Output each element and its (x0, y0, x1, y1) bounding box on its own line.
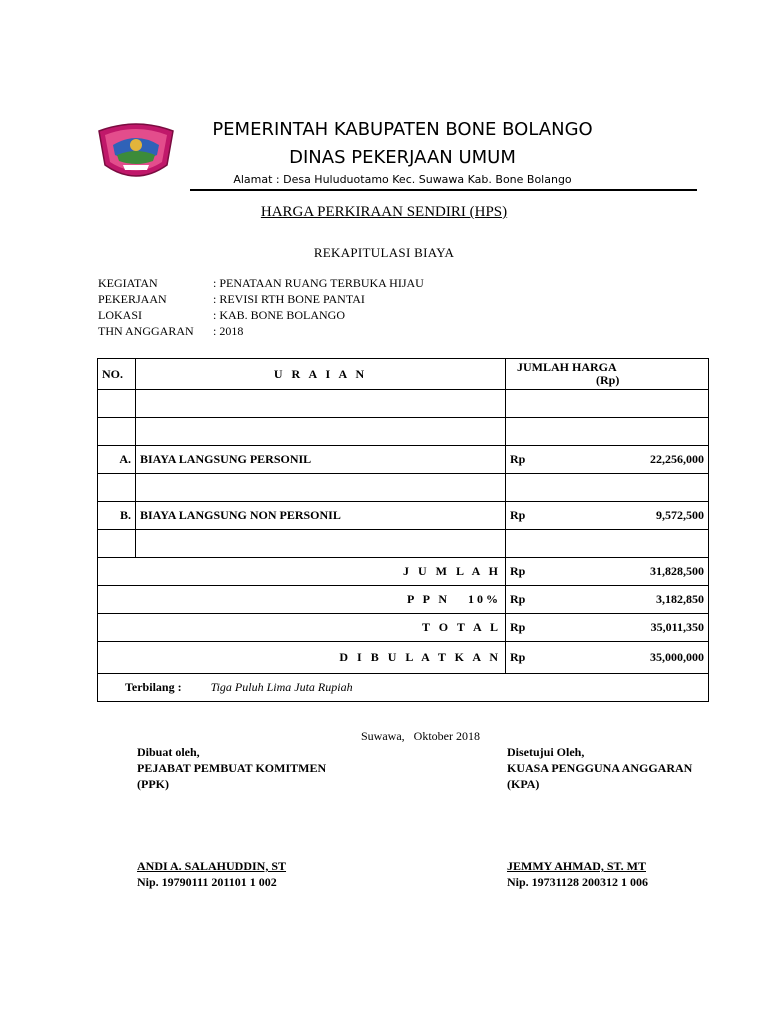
document-title: HARGA PERKIRAAN SENDIRI (HPS) (260, 204, 508, 220)
item-no: A. (98, 446, 136, 474)
table-header-row (98, 359, 709, 390)
total-row-jumlah (98, 558, 709, 586)
total-row-ppn (98, 586, 709, 614)
header-uraian: U R A I A N (136, 359, 506, 390)
info-row-tahun (98, 323, 424, 339)
left-sig-line1: Dibuat oleh, (137, 745, 200, 759)
left-sig-line2: PEJABAT PEMBUAT KOMITMEN (137, 761, 327, 775)
header-jumlah-label: JUMLAH HARGA (517, 360, 617, 374)
item-description: BIAYA LANGSUNG NON PERSONIL (136, 502, 506, 530)
total-row-total (98, 614, 709, 642)
right-sig-line1: Disetujui Oleh, (507, 745, 585, 759)
info-label: KEGIATAN (98, 276, 158, 290)
total-currency: Rp (506, 642, 530, 674)
header-no: NO. (98, 359, 136, 390)
left-signature-block (137, 744, 326, 792)
info-label: LOKASI (98, 308, 142, 322)
info-value: : REVISI RTH BONE PANTAI (213, 292, 365, 306)
header-jumlah-unit: (Rp) (596, 373, 620, 387)
table-row-empty (98, 474, 709, 502)
table-row-empty (98, 390, 709, 418)
info-row-pekerjaan (98, 291, 424, 307)
total-currency: Rp (506, 586, 530, 614)
total-value: 3,182,850 (529, 586, 708, 614)
total-value: 35,011,350 (529, 614, 708, 642)
date-line: Suwawa, Oktober 2018 (361, 729, 480, 743)
item-no: B. (98, 502, 136, 530)
right-signatory (507, 858, 648, 890)
total-label: D I B U L A T K A N (98, 642, 506, 674)
letterhead-rule (190, 189, 697, 191)
info-row-lokasi (98, 307, 424, 323)
recap-table (97, 358, 709, 702)
table-row-empty (98, 530, 709, 558)
item-currency: Rp (506, 446, 530, 474)
total-value: 35,000,000 (529, 642, 708, 674)
left-sig-line3: (PPK) (137, 777, 169, 791)
info-value: : KAB. BONE BOLANGO (213, 308, 345, 322)
total-label: J U M L A H (98, 558, 506, 586)
left-signatory-name: ANDI A. SALAHUDDIN, ST (137, 859, 287, 873)
info-label: THN ANGGARAN (98, 324, 194, 338)
total-label: P P N 10% (98, 586, 506, 614)
right-sig-line2: KUASA PENGGUNA ANGGARAN (507, 761, 693, 775)
table-row-item-a (98, 446, 709, 474)
right-signatory-name: JEMMY AHMAD, ST. MT (507, 859, 646, 873)
letterhead-line-2: DINAS PEKERJAAN UMUM (289, 147, 516, 168)
total-currency: Rp (506, 558, 530, 586)
table-row-item-b (98, 502, 709, 530)
terbilang-label: Terbilang : (125, 680, 182, 694)
total-label: T O T A L (98, 614, 506, 642)
terbilang-row (98, 674, 709, 702)
item-value: 22,256,000 (529, 446, 708, 474)
total-row-dibulatkan (98, 642, 709, 674)
letterhead-address: Alamat : Desa Huluduotamo Kec. Suwawa Kab. Bone Bolango (233, 173, 572, 186)
info-label: PEKERJAAN (98, 292, 167, 306)
item-value: 9,572,500 (529, 502, 708, 530)
item-description: BIAYA LANGSUNG PERSONIL (136, 446, 506, 474)
document-subtitle: REKAPITULASI BIAYA (313, 245, 455, 260)
total-value: 31,828,500 (529, 558, 708, 586)
info-value: : 2018 (213, 324, 244, 338)
header-jumlah-harga (506, 359, 709, 390)
info-row-kegiatan (98, 275, 424, 291)
letterhead-line-1: PEMERINTAH KABUPATEN BONE BOLANGO (212, 119, 593, 140)
left-signatory-nip: Nip. 19790111 201101 1 002 (137, 875, 277, 889)
right-signature-block (507, 744, 692, 792)
info-value: : PENATAAN RUANG TERBUKA HIJAU (213, 276, 424, 290)
total-currency: Rp (506, 614, 530, 642)
right-sig-line3: (KPA) (507, 777, 540, 791)
left-signatory (137, 858, 286, 890)
item-currency: Rp (506, 502, 530, 530)
table-row-empty (98, 418, 709, 446)
right-signatory-nip: Nip. 19731128 200312 1 006 (507, 875, 649, 889)
project-info (98, 275, 424, 339)
terbilang-value: Tiga Puluh Lima Juta Rupiah (210, 680, 353, 694)
